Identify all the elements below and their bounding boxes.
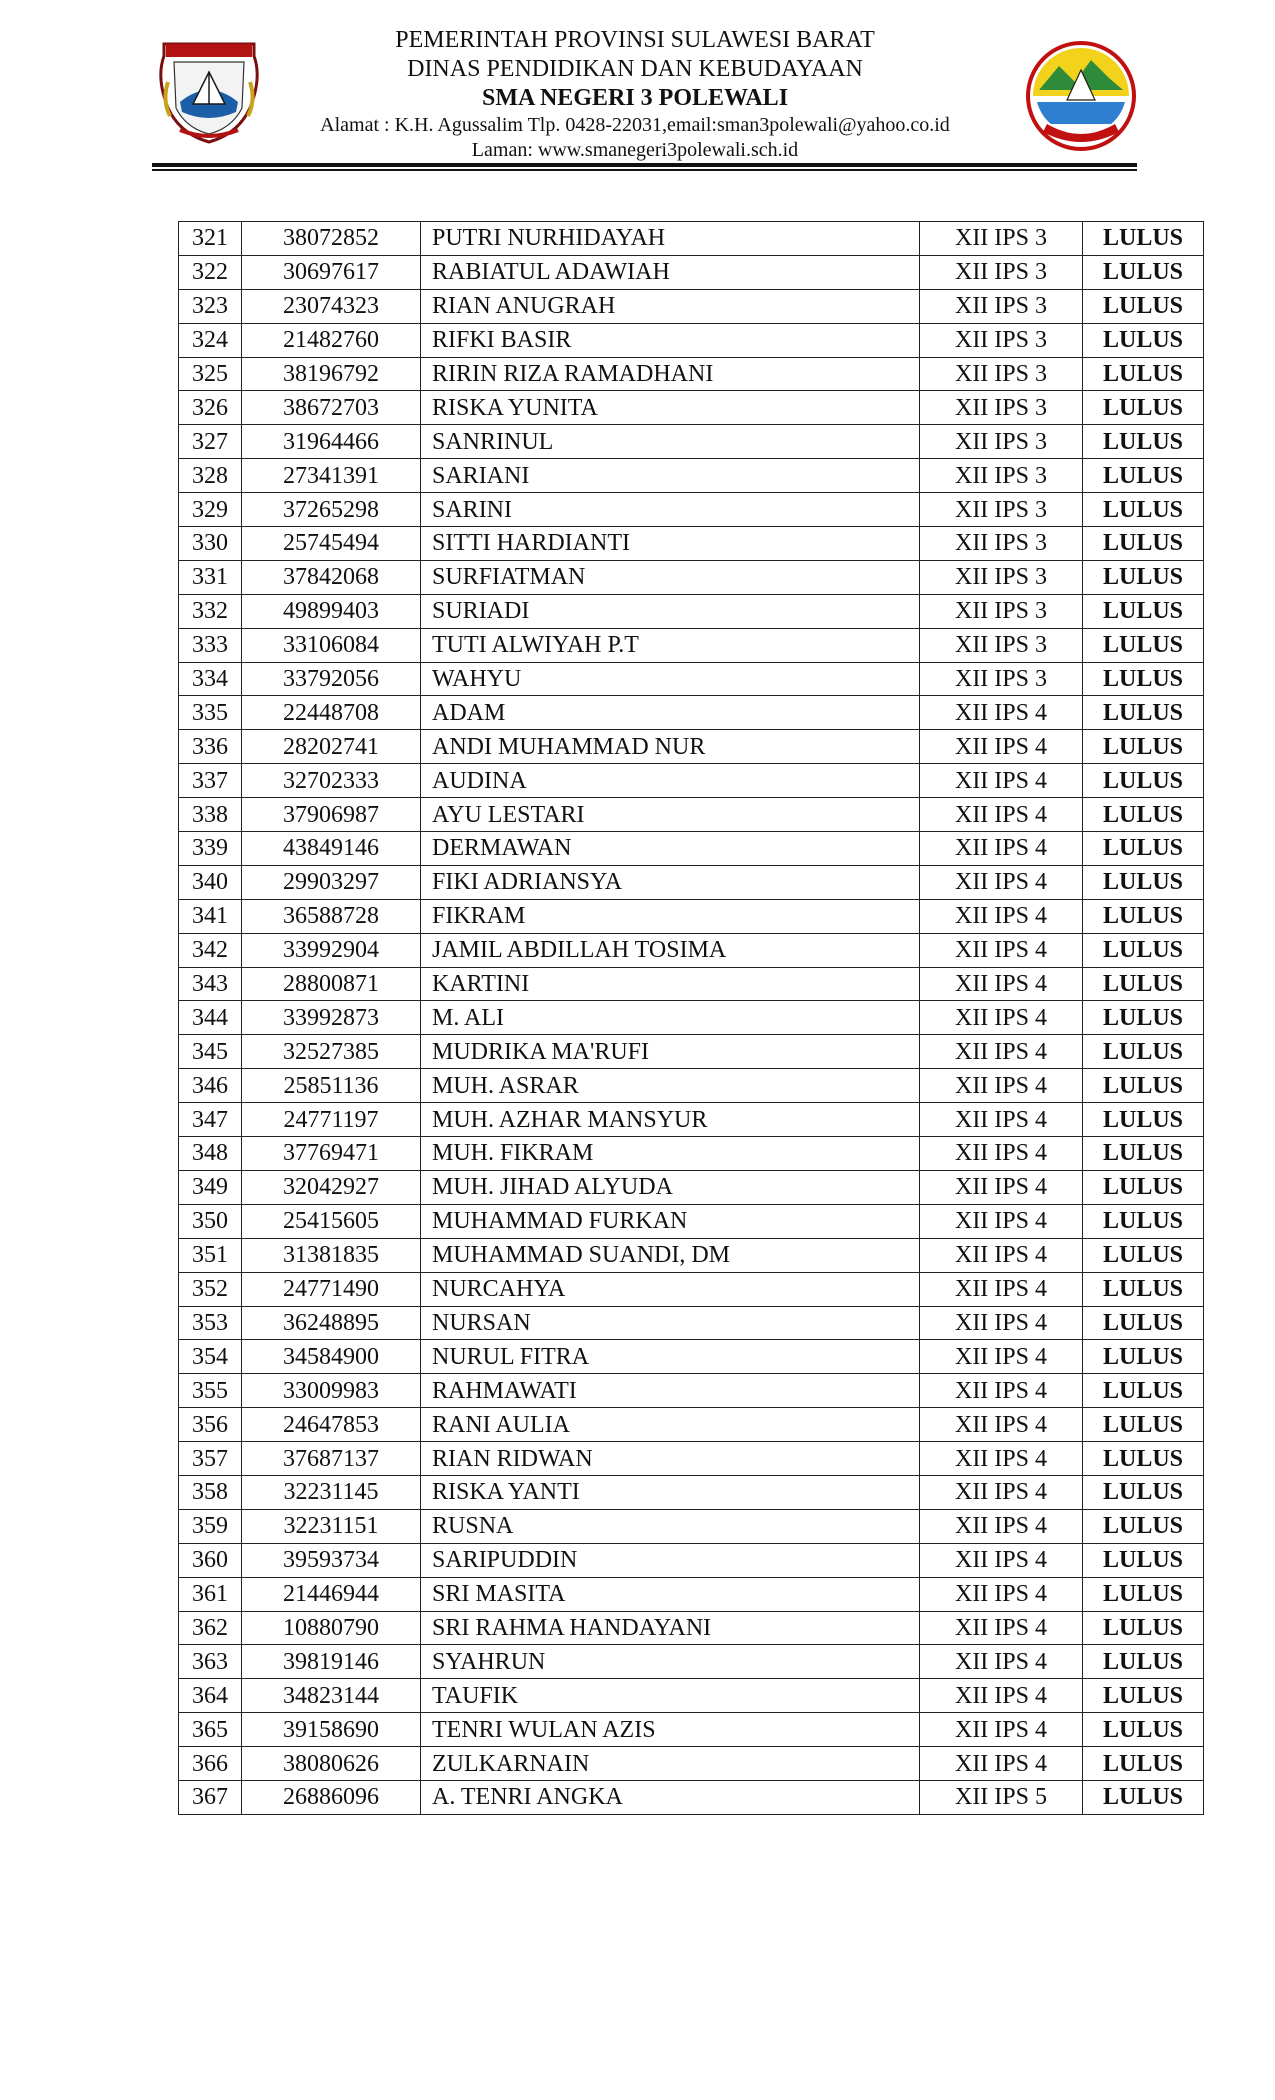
graduation-status: LULUS xyxy=(1083,459,1204,493)
student-class: XII IPS 4 xyxy=(920,1170,1083,1204)
student-class: XII IPS 4 xyxy=(920,1543,1083,1577)
student-name: RABIATUL ADAWIAH xyxy=(421,255,920,289)
row-number: 362 xyxy=(179,1611,242,1645)
student-id: 38080626 xyxy=(242,1747,421,1781)
graduation-status: LULUS xyxy=(1083,967,1204,1001)
table-row xyxy=(179,662,1204,696)
student-name: SURFIATMAN xyxy=(421,560,920,594)
graduation-status: LULUS xyxy=(1083,662,1204,696)
table-row xyxy=(179,933,1204,967)
graduation-status: LULUS xyxy=(1083,1780,1204,1814)
graduation-status: LULUS xyxy=(1083,1306,1204,1340)
table-row xyxy=(179,1272,1204,1306)
graduation-status: LULUS xyxy=(1083,1170,1204,1204)
student-id: 32042927 xyxy=(242,1170,421,1204)
student-class: XII IPS 4 xyxy=(920,1442,1083,1476)
header-rule-thin xyxy=(152,169,1137,171)
student-name: RISKA YANTI xyxy=(421,1475,920,1509)
student-class: XII IPS 3 xyxy=(920,425,1083,459)
table-row xyxy=(179,1408,1204,1442)
student-id: 28800871 xyxy=(242,967,421,1001)
student-id: 29903297 xyxy=(242,865,421,899)
row-number: 331 xyxy=(179,560,242,594)
graduation-status: LULUS xyxy=(1083,1340,1204,1374)
student-name: AUDINA xyxy=(421,764,920,798)
table-row xyxy=(179,1543,1204,1577)
student-name: SURIADI xyxy=(421,594,920,628)
student-id: 33992873 xyxy=(242,1001,421,1035)
row-number: 367 xyxy=(179,1780,242,1814)
table-row xyxy=(179,255,1204,289)
student-name: MUHAMMAD FURKAN xyxy=(421,1204,920,1238)
table-row xyxy=(179,798,1204,832)
row-number: 366 xyxy=(179,1747,242,1781)
table-row xyxy=(179,967,1204,1001)
letterhead xyxy=(0,0,1275,185)
student-name: RIAN ANUGRAH xyxy=(421,289,920,323)
row-number: 347 xyxy=(179,1103,242,1137)
student-class: XII IPS 4 xyxy=(920,933,1083,967)
student-class: XII IPS 3 xyxy=(920,357,1083,391)
student-id: 24771197 xyxy=(242,1103,421,1137)
student-name: ANDI MUHAMMAD NUR xyxy=(421,730,920,764)
row-number: 361 xyxy=(179,1577,242,1611)
student-id: 22448708 xyxy=(242,696,421,730)
student-name: M. ALI xyxy=(421,1001,920,1035)
table-row xyxy=(179,357,1204,391)
school-website: Laman: www.smanegeri3polewali.sch.id xyxy=(471,139,799,161)
table-row xyxy=(179,1713,1204,1747)
student-id: 34584900 xyxy=(242,1340,421,1374)
student-class: XII IPS 4 xyxy=(920,1611,1083,1645)
graduation-status: LULUS xyxy=(1083,1204,1204,1238)
graduation-status: LULUS xyxy=(1083,1001,1204,1035)
student-id: 34823144 xyxy=(242,1679,421,1713)
table-row xyxy=(179,1204,1204,1238)
graduation-table xyxy=(178,221,1204,1815)
student-name: SYAHRUN xyxy=(421,1645,920,1679)
student-name: MUDRIKA MA'RUFI xyxy=(421,1035,920,1069)
graduation-status: LULUS xyxy=(1083,764,1204,798)
student-class: XII IPS 3 xyxy=(920,594,1083,628)
student-name: TUTI ALWIYAH P.T xyxy=(421,628,920,662)
student-class: XII IPS 3 xyxy=(920,289,1083,323)
student-name: MUH. FIKRAM xyxy=(421,1137,920,1171)
student-id: 21482760 xyxy=(242,323,421,357)
student-class: XII IPS 4 xyxy=(920,1103,1083,1137)
table-row xyxy=(179,1679,1204,1713)
row-number: 333 xyxy=(179,628,242,662)
student-name: SARIANI xyxy=(421,459,920,493)
student-class: XII IPS 3 xyxy=(920,222,1083,256)
student-class: XII IPS 4 xyxy=(920,1374,1083,1408)
graduation-status: LULUS xyxy=(1083,1543,1204,1577)
row-number: 328 xyxy=(179,459,242,493)
student-name: SARINI xyxy=(421,493,920,527)
student-name: RANI AULIA xyxy=(421,1408,920,1442)
graduation-status: LULUS xyxy=(1083,1645,1204,1679)
student-id: 24771490 xyxy=(242,1272,421,1306)
student-id: 38672703 xyxy=(242,391,421,425)
table-row xyxy=(179,1577,1204,1611)
student-id: 49899403 xyxy=(242,594,421,628)
student-class: XII IPS 3 xyxy=(920,527,1083,561)
graduation-status: LULUS xyxy=(1083,1035,1204,1069)
row-number: 363 xyxy=(179,1645,242,1679)
student-id: 33009983 xyxy=(242,1374,421,1408)
row-number: 364 xyxy=(179,1679,242,1713)
table-row xyxy=(179,391,1204,425)
graduation-status: LULUS xyxy=(1083,1069,1204,1103)
row-number: 335 xyxy=(179,696,242,730)
row-number: 360 xyxy=(179,1543,242,1577)
student-class: XII IPS 4 xyxy=(920,798,1083,832)
student-name: WAHYU xyxy=(421,662,920,696)
row-number: 321 xyxy=(179,222,242,256)
graduation-status: LULUS xyxy=(1083,832,1204,866)
student-id: 10880790 xyxy=(242,1611,421,1645)
row-number: 355 xyxy=(179,1374,242,1408)
student-class: XII IPS 4 xyxy=(920,1509,1083,1543)
table-row xyxy=(179,1170,1204,1204)
student-id: 33992904 xyxy=(242,933,421,967)
student-id: 43849146 xyxy=(242,832,421,866)
student-name: FIKRAM xyxy=(421,899,920,933)
student-name: NURSAN xyxy=(421,1306,920,1340)
row-number: 352 xyxy=(179,1272,242,1306)
student-id: 32702333 xyxy=(242,764,421,798)
graduation-status: LULUS xyxy=(1083,1103,1204,1137)
student-name: SITTI HARDIANTI xyxy=(421,527,920,561)
row-number: 346 xyxy=(179,1069,242,1103)
table-row xyxy=(179,1747,1204,1781)
student-class: XII IPS 4 xyxy=(920,1408,1083,1442)
student-name: RAHMAWATI xyxy=(421,1374,920,1408)
table-row xyxy=(179,527,1204,561)
table-row xyxy=(179,1611,1204,1645)
student-class: XII IPS 4 xyxy=(920,899,1083,933)
table-row xyxy=(179,1509,1204,1543)
graduation-status: LULUS xyxy=(1083,899,1204,933)
student-class: XII IPS 4 xyxy=(920,1306,1083,1340)
graduation-status: LULUS xyxy=(1083,1442,1204,1476)
student-name: ADAM xyxy=(421,696,920,730)
student-id: 37906987 xyxy=(242,798,421,832)
student-id: 26886096 xyxy=(242,1780,421,1814)
graduation-status: LULUS xyxy=(1083,1137,1204,1171)
student-id: 24647853 xyxy=(242,1408,421,1442)
table-row xyxy=(179,289,1204,323)
student-id: 33792056 xyxy=(242,662,421,696)
student-id: 39593734 xyxy=(242,1543,421,1577)
student-name: RISKA YUNITA xyxy=(421,391,920,425)
table-row xyxy=(179,1374,1204,1408)
graduation-status: LULUS xyxy=(1083,798,1204,832)
student-name: MUH. AZHAR MANSYUR xyxy=(421,1103,920,1137)
student-name: AYU LESTARI xyxy=(421,798,920,832)
student-class: XII IPS 5 xyxy=(920,1780,1083,1814)
row-number: 357 xyxy=(179,1442,242,1476)
student-name: NURCAHYA xyxy=(421,1272,920,1306)
table-row xyxy=(179,459,1204,493)
row-number: 340 xyxy=(179,865,242,899)
row-number: 359 xyxy=(179,1509,242,1543)
graduation-status: LULUS xyxy=(1083,1679,1204,1713)
student-name: SRI RAHMA HANDAYANI xyxy=(421,1611,920,1645)
row-number: 324 xyxy=(179,323,242,357)
student-name: DERMAWAN xyxy=(421,832,920,866)
row-number: 349 xyxy=(179,1170,242,1204)
table-row xyxy=(179,1069,1204,1103)
government-name: PEMERINTAH PROVINSI SULAWESI BARAT xyxy=(395,27,875,53)
student-class: XII IPS 4 xyxy=(920,967,1083,1001)
graduation-status: LULUS xyxy=(1083,933,1204,967)
student-class: XII IPS 4 xyxy=(920,1001,1083,1035)
student-class: XII IPS 3 xyxy=(920,323,1083,357)
student-id: 25745494 xyxy=(242,527,421,561)
table-row xyxy=(179,222,1204,256)
graduation-status: LULUS xyxy=(1083,391,1204,425)
student-class: XII IPS 4 xyxy=(920,1238,1083,1272)
student-id: 21446944 xyxy=(242,1577,421,1611)
student-class: XII IPS 4 xyxy=(920,1137,1083,1171)
student-id: 38072852 xyxy=(242,222,421,256)
table-row xyxy=(179,1238,1204,1272)
graduation-status: LULUS xyxy=(1083,1747,1204,1781)
student-class: XII IPS 4 xyxy=(920,1713,1083,1747)
table-row xyxy=(179,730,1204,764)
table-row xyxy=(179,1137,1204,1171)
row-number: 337 xyxy=(179,764,242,798)
student-name: MUH. ASRAR xyxy=(421,1069,920,1103)
student-class: XII IPS 3 xyxy=(920,459,1083,493)
row-number: 341 xyxy=(179,899,242,933)
student-id: 32231145 xyxy=(242,1475,421,1509)
student-id: 37265298 xyxy=(242,493,421,527)
student-name: FIKI ADRIANSYA xyxy=(421,865,920,899)
student-name: A. TENRI ANGKA xyxy=(421,1780,920,1814)
school-name: SMA NEGERI 3 POLEWALI xyxy=(481,85,789,111)
row-number: 343 xyxy=(179,967,242,1001)
table-row xyxy=(179,1035,1204,1069)
table-row xyxy=(179,865,1204,899)
student-class: XII IPS 4 xyxy=(920,1204,1083,1238)
student-id: 36588728 xyxy=(242,899,421,933)
student-class: XII IPS 4 xyxy=(920,1035,1083,1069)
student-name: JAMIL ABDILLAH TOSIMA xyxy=(421,933,920,967)
student-name: TAUFIK xyxy=(421,1679,920,1713)
student-name: TENRI WULAN AZIS xyxy=(421,1713,920,1747)
student-name: ZULKARNAIN xyxy=(421,1747,920,1781)
table-row xyxy=(179,1001,1204,1035)
table-row xyxy=(179,1780,1204,1814)
letterhead-text xyxy=(290,26,980,163)
student-id: 23074323 xyxy=(242,289,421,323)
school-emblem-icon xyxy=(1025,40,1137,152)
row-number: 350 xyxy=(179,1204,242,1238)
student-id: 37687137 xyxy=(242,1442,421,1476)
graduation-status: LULUS xyxy=(1083,696,1204,730)
student-name: MUH. JIHAD ALYUDA xyxy=(421,1170,920,1204)
row-number: 348 xyxy=(179,1137,242,1171)
graduation-status: LULUS xyxy=(1083,1475,1204,1509)
graduation-status: LULUS xyxy=(1083,493,1204,527)
table-row xyxy=(179,899,1204,933)
graduation-status: LULUS xyxy=(1083,1408,1204,1442)
table-row xyxy=(179,1103,1204,1137)
table-row xyxy=(179,1442,1204,1476)
student-class: XII IPS 3 xyxy=(920,662,1083,696)
student-class: XII IPS 4 xyxy=(920,1475,1083,1509)
province-emblem-icon xyxy=(150,38,268,146)
student-class: XII IPS 4 xyxy=(920,1069,1083,1103)
student-name: NURUL FITRA xyxy=(421,1340,920,1374)
student-id: 32527385 xyxy=(242,1035,421,1069)
student-class: XII IPS 3 xyxy=(920,255,1083,289)
graduation-status: LULUS xyxy=(1083,323,1204,357)
graduation-status: LULUS xyxy=(1083,1374,1204,1408)
table-row xyxy=(179,832,1204,866)
table-row xyxy=(179,323,1204,357)
student-id: 28202741 xyxy=(242,730,421,764)
row-number: 365 xyxy=(179,1713,242,1747)
table-row xyxy=(179,594,1204,628)
row-number: 326 xyxy=(179,391,242,425)
row-number: 351 xyxy=(179,1238,242,1272)
student-class: XII IPS 4 xyxy=(920,1645,1083,1679)
student-id: 37769471 xyxy=(242,1137,421,1171)
header-rule-thick xyxy=(152,163,1137,167)
row-number: 322 xyxy=(179,255,242,289)
student-name: KARTINI xyxy=(421,967,920,1001)
student-name: SRI MASITA xyxy=(421,1577,920,1611)
row-number: 342 xyxy=(179,933,242,967)
table-row xyxy=(179,1645,1204,1679)
student-id: 32231151 xyxy=(242,1509,421,1543)
student-id: 39158690 xyxy=(242,1713,421,1747)
student-class: XII IPS 3 xyxy=(920,628,1083,662)
table-row xyxy=(179,1340,1204,1374)
student-id: 36248895 xyxy=(242,1306,421,1340)
graduation-status: LULUS xyxy=(1083,255,1204,289)
row-number: 338 xyxy=(179,798,242,832)
row-number: 336 xyxy=(179,730,242,764)
student-class: XII IPS 4 xyxy=(920,1577,1083,1611)
student-class: XII IPS 4 xyxy=(920,1747,1083,1781)
table-row xyxy=(179,696,1204,730)
student-class: XII IPS 3 xyxy=(920,493,1083,527)
student-id: 31964466 xyxy=(242,425,421,459)
row-number: 345 xyxy=(179,1035,242,1069)
graduation-status: LULUS xyxy=(1083,357,1204,391)
graduation-status: LULUS xyxy=(1083,1238,1204,1272)
table-row xyxy=(179,425,1204,459)
student-class: XII IPS 4 xyxy=(920,832,1083,866)
student-id: 30697617 xyxy=(242,255,421,289)
student-class: XII IPS 4 xyxy=(920,1679,1083,1713)
student-class: XII IPS 4 xyxy=(920,1340,1083,1374)
graduation-status: LULUS xyxy=(1083,425,1204,459)
row-number: 329 xyxy=(179,493,242,527)
row-number: 353 xyxy=(179,1306,242,1340)
student-id: 25415605 xyxy=(242,1204,421,1238)
student-name: RIFKI BASIR xyxy=(421,323,920,357)
row-number: 339 xyxy=(179,832,242,866)
student-name: RIAN RIDWAN xyxy=(421,1442,920,1476)
student-name: RUSNA xyxy=(421,1509,920,1543)
student-id: 31381835 xyxy=(242,1238,421,1272)
row-number: 356 xyxy=(179,1408,242,1442)
table-row xyxy=(179,764,1204,798)
graduation-status: LULUS xyxy=(1083,1577,1204,1611)
table-row xyxy=(179,493,1204,527)
table-row xyxy=(179,560,1204,594)
student-id: 39819146 xyxy=(242,1645,421,1679)
graduation-status: LULUS xyxy=(1083,1509,1204,1543)
graduation-status: LULUS xyxy=(1083,628,1204,662)
student-name: MUHAMMAD SUANDI, DM xyxy=(421,1238,920,1272)
student-class: XII IPS 4 xyxy=(920,730,1083,764)
student-name: RIRIN RIZA RAMADHANI xyxy=(421,357,920,391)
row-number: 323 xyxy=(179,289,242,323)
student-class: XII IPS 4 xyxy=(920,865,1083,899)
department-name: DINAS PENDIDIKAN DAN KEBUDAYAAN xyxy=(407,56,863,82)
student-class: XII IPS 4 xyxy=(920,1272,1083,1306)
student-id: 27341391 xyxy=(242,459,421,493)
graduation-status: LULUS xyxy=(1083,1713,1204,1747)
row-number: 358 xyxy=(179,1475,242,1509)
student-id: 33106084 xyxy=(242,628,421,662)
student-class: XII IPS 4 xyxy=(920,696,1083,730)
student-class: XII IPS 3 xyxy=(920,391,1083,425)
graduation-status: LULUS xyxy=(1083,1272,1204,1306)
table-row xyxy=(179,1306,1204,1340)
student-id: 25851136 xyxy=(242,1069,421,1103)
graduation-status: LULUS xyxy=(1083,594,1204,628)
graduation-status: LULUS xyxy=(1083,527,1204,561)
graduation-status: LULUS xyxy=(1083,865,1204,899)
table-row xyxy=(179,628,1204,662)
table-row xyxy=(179,1475,1204,1509)
student-name: PUTRI NURHIDAYAH xyxy=(421,222,920,256)
student-id: 38196792 xyxy=(242,357,421,391)
student-class: XII IPS 3 xyxy=(920,560,1083,594)
row-number: 354 xyxy=(179,1340,242,1374)
graduation-status: LULUS xyxy=(1083,222,1204,256)
row-number: 332 xyxy=(179,594,242,628)
school-address: Alamat : K.H. Agussalim Tlp. 0428-22031,email:sman3polewali@yahoo.co.id xyxy=(320,114,950,136)
row-number: 344 xyxy=(179,1001,242,1035)
row-number: 330 xyxy=(179,527,242,561)
student-name: SANRINUL xyxy=(421,425,920,459)
student-class: XII IPS 4 xyxy=(920,764,1083,798)
graduation-status: LULUS xyxy=(1083,289,1204,323)
graduation-status: LULUS xyxy=(1083,730,1204,764)
row-number: 325 xyxy=(179,357,242,391)
row-number: 334 xyxy=(179,662,242,696)
student-id: 37842068 xyxy=(242,560,421,594)
graduation-status: LULUS xyxy=(1083,1611,1204,1645)
row-number: 327 xyxy=(179,425,242,459)
graduation-status: LULUS xyxy=(1083,560,1204,594)
student-name: SARIPUDDIN xyxy=(421,1543,920,1577)
